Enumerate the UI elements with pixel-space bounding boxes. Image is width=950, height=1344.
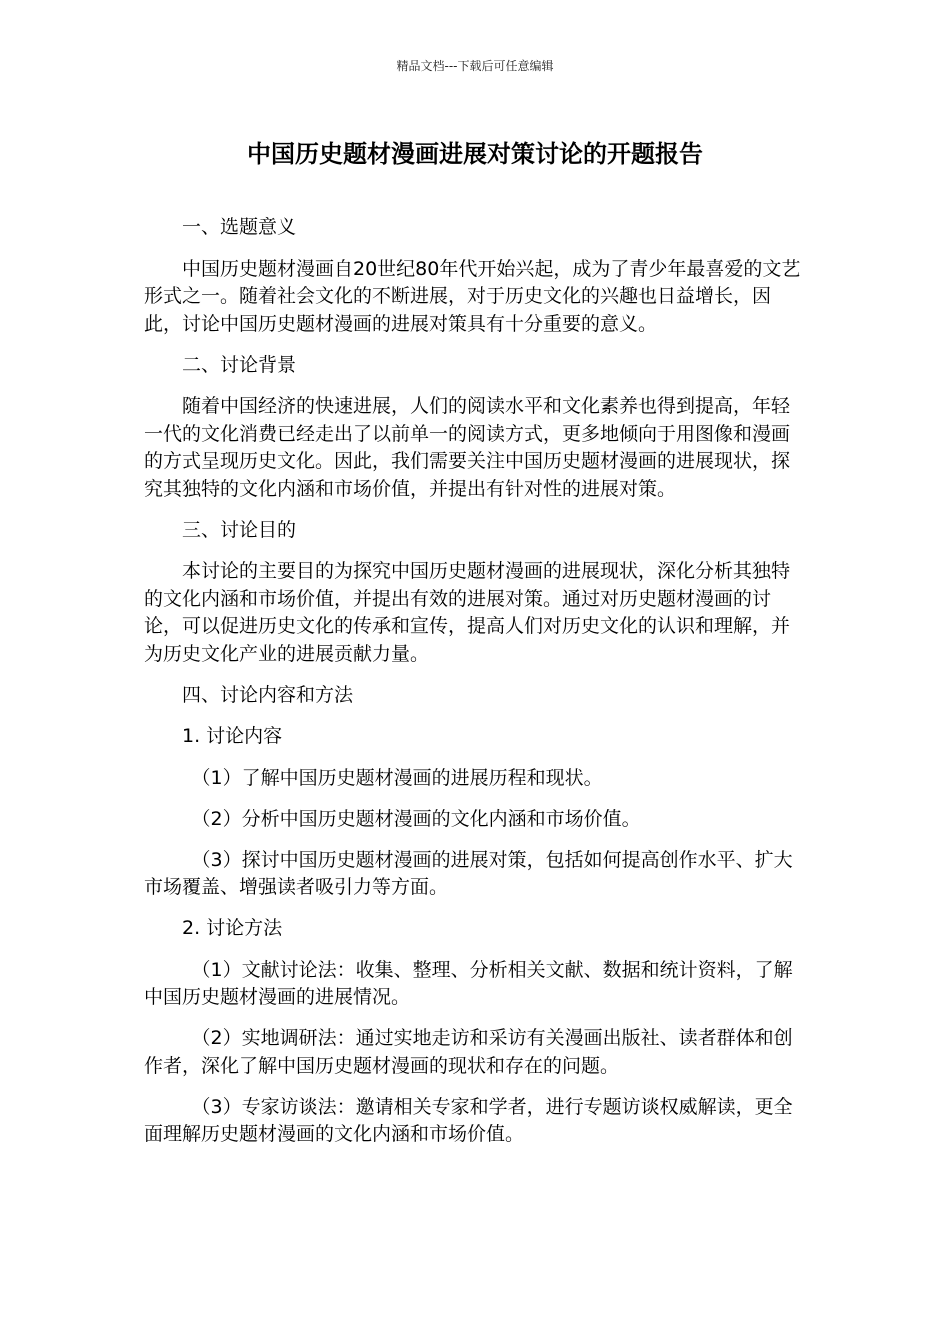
section-heading-background: 二、讨论背景 bbox=[182, 353, 297, 376]
document-body bbox=[144, 214, 806, 1162]
content-item-2: （2）分析中国历史题材漫画的文化内涵和市场价值。 bbox=[191, 807, 641, 830]
header-note: 精品文档---下载后可任意编辑 bbox=[396, 59, 554, 73]
section-heading-purpose: 三、讨论目的 bbox=[182, 518, 297, 541]
subheading-content: 1. 讨论内容 bbox=[182, 725, 283, 747]
method-item-1: （1）文献讨论法：收集、整理、分析相关文献、数据和统计资料，了解中国历史题材漫画的进展情况。 bbox=[144, 958, 793, 1008]
content-item-3: （3）探讨中国历史题材漫画的进展对策，包括如何提高创作水平、扩大市场覆盖、增强读者吸引力等方面。 bbox=[144, 848, 793, 898]
section-heading-content-method: 四、讨论内容和方法 bbox=[182, 683, 354, 706]
subheading-method: 2. 讨论方法 bbox=[182, 917, 283, 939]
section-body-purpose: 本讨论的主要目的为探究中国历史题材漫画的进展现状，深化分析其独特的文化内涵和市场价值，并提出有效的进展对策。通过对历史题材漫画的讨论，可以促进历史文化的传承和宣传，提高人们对历史文化的认识和理解，并为历史文化产业的进展贡献力量。 bbox=[144, 560, 791, 665]
section-heading-significance: 一、选题意义 bbox=[182, 216, 297, 238]
document-title: 中国历史题材漫画进展对策讨论的开题报告 bbox=[247, 140, 703, 168]
content-item-1: （1）了解中国历史题材漫画的进展历程和现状。 bbox=[191, 766, 603, 789]
method-item-3: （3）专家访谈法：邀请相关专家和学者，进行专题访谈权威解读，更全面理解历史题材漫画的文化内涵和市场价值。 bbox=[144, 1095, 793, 1145]
section-body-significance: 中国历史题材漫画自20世纪80年代开始兴起，成为了青少年最喜爱的文艺形式之一。随着社会文化的不断进展，对于历史文化的兴趣也日益增长，因此，讨论中国历史题材漫画的进展对策具有十分重要的意义。 bbox=[144, 257, 801, 335]
section-body-background: 随着中国经济的快速进展，人们的阅读水平和文化素养也得到提高，年轻一代的文化消费已经走出了以前单一的阅读方式，更多地倾向于用图像和漫画的方式呈现历史文化。因此，我们需要关注中国历史题材漫画的进展现状，探究其独特的文化内涵和市场价值，并提出有针对性的进展对策。 bbox=[144, 395, 791, 500]
method-item-2: （2）实地调研法：通过实地走访和采访有关漫画出版社、读者群体和创作者，深化了解中国历史题材漫画的现状和存在的问题。 bbox=[144, 1027, 793, 1077]
